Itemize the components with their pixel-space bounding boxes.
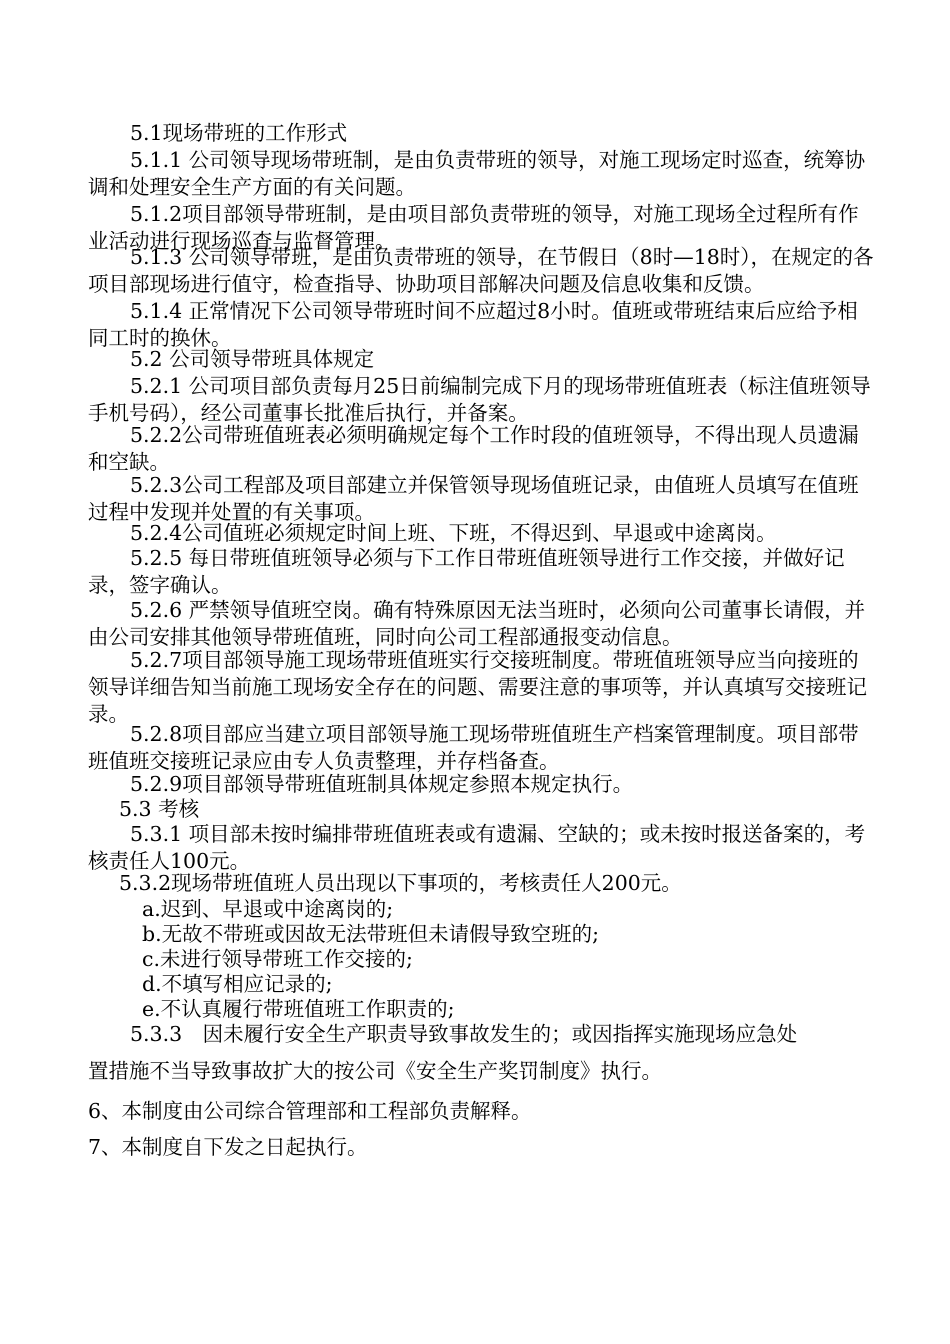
article-6: 6、本制度由公司综合管理部和工程部负责解释。	[88, 1099, 532, 1123]
clause-5-2-2: 5.2.2公司带班值班表必须明确规定每个工作时段的值班领导，不得出现人员遗漏和空缺。	[88, 423, 859, 474]
list-item-d: d.不填写相应记录的;	[142, 972, 333, 996]
list-item-a: a.迟到、早退或中途离岗的;	[142, 897, 394, 921]
list-item-c: c.未进行领导带班工作交接的;	[142, 947, 413, 971]
clause-5-2-5: 5.2.5 每日带班值班领导必须与下工作日带班值班领导进行工作交接，并做好记录，签字确认。	[88, 546, 845, 597]
list-item-e: e.不认真履行带班值班工作职责的;	[142, 997, 455, 1021]
clause-5-1-2: 5.1.2项目部领导带班制，是由项目部负责带班的领导，对施工现场全过程所有作业活动进行现场巡查与监督管理。	[88, 202, 859, 253]
clause-5-2-6: 5.2.6 严禁领导值班空岗。确有特殊原因无法当班时，必须向公司董事长请假，并由公司安排其他领导带班值班，同时向公司工程部通报变动信息。	[88, 598, 866, 649]
clause-5-2-7: 5.2.7项目部领导施工现场带班值班实行交接班制度。带班值班领导应当向接班的领导详细告知当前施工现场安全存在的问题、需要注意的事项等，并认真填写交接班记录。	[88, 648, 867, 726]
section-heading-5-2: 5.2 公司领导带班具体规定	[130, 347, 375, 371]
clause-5-3-1: 5.3.1 项目部未按时编排带班值班表或有遗漏、空缺的；或未按时报送备案的，考核责任人100元。	[88, 822, 866, 873]
clause-5-1-4: 5.1.4 正常情况下公司领导带班时间不应超过8小时。值班或带班结束后应给予相同工时的换休。	[88, 299, 858, 350]
clause-5-3-3-line-1: 5.3.3 因未履行安全生产职责导致事故发生的；或因指挥实施现场应急处	[130, 1022, 798, 1046]
clause-5-1-1: 5.1.1 公司领导现场带班制，是由负责带班的领导，对施工现场定时巡查，统筹协调和处理安全生产方面的有关问题。	[88, 148, 866, 199]
clause-5-3-2: 5.3.2现场带班值班人员出现以下事项的，考核责任人200元。	[119, 871, 682, 895]
clause-5-2-8: 5.2.8项目部应当建立项目部领导施工现场带班值班生产档案管理制度。项目部带班值班交接班记录应由专人负责整理，并存档备查。	[88, 722, 859, 773]
clause-5-2-9: 5.2.9项目部领导带班值班制具体规定参照本规定执行。	[130, 772, 634, 796]
clause-5-2-3: 5.2.3公司工程部及项目部建立并保管领导现场值班记录，由值班人员填写在值班过程中发现并处置的有关事项。	[88, 473, 859, 524]
clause-5-2-1: 5.2.1 公司项目部负责每月25日前编制完成下月的现场带班值班表（标注值班领导手机号码），经公司董事长批准后执行，并备案。	[88, 374, 871, 425]
article-7: 7、本制度自下发之日起执行。	[88, 1135, 368, 1159]
clause-5-3-3-line-2: 置措施不当导致事故扩大的按公司《安全生产奖罚制度》执行。	[88, 1059, 662, 1083]
section-heading-5-1: 5.1现场带班的工作形式	[130, 121, 348, 145]
clause-5-1-3: 5.1.3 公司领导带班，是由负责带班的领导，在节假日（8时—18时），在规定的各项目部现场进行值守，检查指导、协助项目部解决问题及信息收集和反馈。	[88, 245, 874, 296]
clause-5-2-4: 5.2.4公司值班必须规定时间上班、下班，不得迟到、早退或中途离岗。	[130, 521, 777, 545]
section-heading-5-3: 5.3 考核	[119, 797, 200, 821]
list-item-b: b.无故不带班或因故无法带班但未请假导致空班的;	[142, 922, 600, 946]
